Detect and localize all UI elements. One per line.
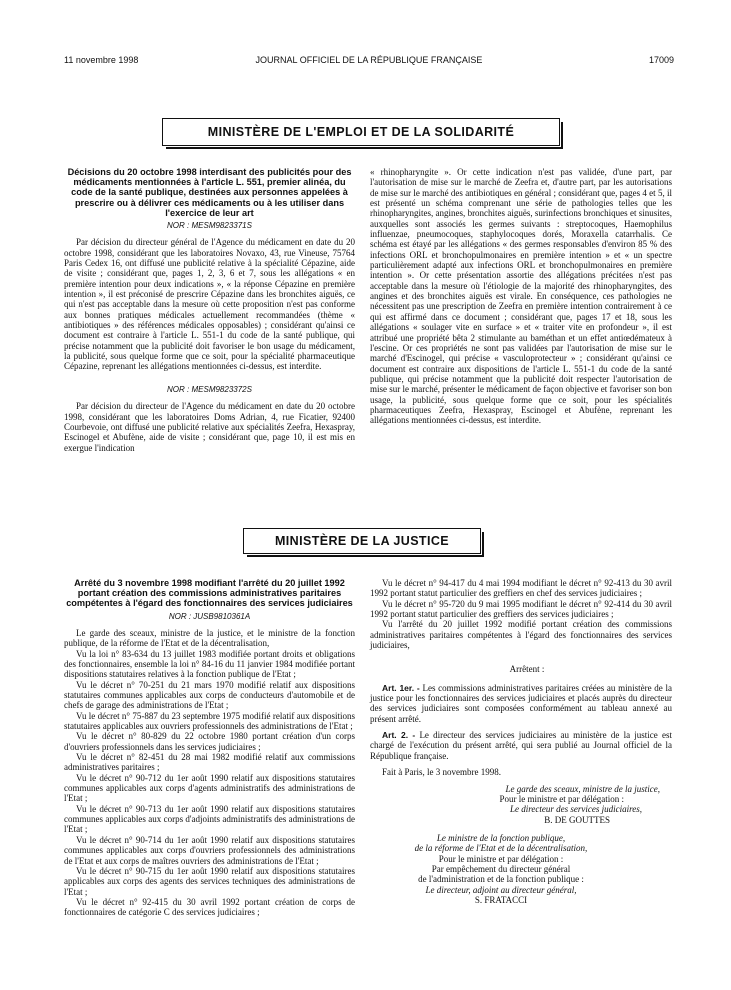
running-header bbox=[64, 55, 674, 69]
visa-paragraph: Vu le décret n° 82-451 du 28 mai 1982 modifié relatif aux commissions administratives paritaires ; bbox=[64, 752, 355, 773]
decision-paragraph-1: Par décision du directeur général de l'Agence du médicament en date du 20 octobre 1998, considérant que les laboratoires Novaxo, 43, rue Vineuse, 75764 Paris Cedex 16, ont diffusé une publicité relative à la spécialité Cépazine, aide de visite ; considérant que, pages 1, 2, 3, 6 et 7, sous les allégations « en première intention pour deux indications », « la réponse Cépazine en première intention », il est préconisé de prescrire Cépazine dans les bronchites aiguës, ce qui n'est pas acceptable dans la mesure où cette proposition n'est pas conforme aux bonnes pratiques médicales actuellement recommandées (thème « antibiotiques » des références médicales opposables) ; considérant qu'ainsi ce document est contraire à l'article L. 551-1 du code de la santé publique, qui précise notamment que la publicité doit favoriser le bon usage du médicament, la publicité, sous quelque forme que ce soit, pour la spécialité pharmaceutique Cépazine, reprenant les allégations mentionnées ci-dessus, est interdite. bbox=[64, 237, 355, 372]
arretent-heading: Arrêtent : bbox=[509, 664, 545, 675]
signature-line: Par empêchement du directeur général bbox=[431, 863, 571, 874]
arrete-title: Arrêté du 3 novembre 1998 modifiant l'arrêté du 20 juillet 1992 portant création des commissions administratives paritaires compétentes à l'égard des fonctionnaires des services judiciaires bbox=[66, 578, 353, 609]
signature-line: Le ministre de la fonction publique, bbox=[436, 832, 566, 843]
signature-line: de l'administration et de la fonction publique : bbox=[418, 874, 584, 885]
visa-paragraph: Vu le décret n° 80-829 du 22 octobre 1980 portant création d'un corps d'ouvriers professionnels dans les services judiciaires ; bbox=[64, 731, 355, 752]
nor-reference-1: NOR : MESM9823371S bbox=[167, 221, 252, 231]
visa-paragraph: Vu le décret n° 90-715 du 1er août 1990 relatif aux dispositions statutaires applicables aux corps des agents des services techniques des administrations de l'Etat ; bbox=[64, 865, 355, 897]
decision-title: Décisions du 20 octobre 1998 interdisant des publicités pour des médicaments mentionnées à l'article L. 551, premier alinéa, du code de la santé publique, destinées aux personnes appelées à prescrire ou à délivrer ces médicaments ou à les utiliser dans l'exercice de leur art bbox=[67, 167, 352, 218]
visa-paragraph: Vu l'arrêté du 20 juillet 1992 modifié portant création des commissions administratives paritaires compétentes à l'égard des fonctionnaires des services judiciaires, bbox=[370, 619, 672, 651]
visa-paragraph: Vu le décret n° 94-417 du 4 mai 1994 modifiant le décret n° 92-413 du 30 avril 1992 portant statut particulier des greffiers en chef des services judiciaires ; bbox=[370, 578, 672, 599]
signature-line: de la réforme de l'Etat et de la décentralisation, bbox=[414, 843, 588, 854]
ministry-banner-emploi: MINISTÈRE DE L'EMPLOI ET DE LA SOLIDARITÉ bbox=[162, 118, 560, 146]
decision-paragraph-2-continued: « rhinopharyngite ». Or cette indication n'est pas validée, d'une part, par l'autorisation de mise sur le marché de Zeefra et, d'autre part, par les autorisations de mise sur le marché des antibiotiques en général ; considérant que, pages 4 et 5, il est présenté un schéma comprenant une série de pathologies telles que les rhinopharyngites, angines, bronchites aiguës, surinfections bronchiques et sinusites, auxquelles sont associés les germes suivants : streptocoques, Haemophilus influenzae, pneumocoques, staphylocoques dorés, Moraxella catarrhalis. Ce schéma est étayé par les allégations « des germes responsables d'environ 85 % des infections ORL et bronchopulmonaires en première intention » et « un spectre particulièrement adapté aux infections ORL et bronchopulmonaires en première intention ». Or cette présentation assortie des allégations précitées n'est pas acceptable dans la mesure où l'étiologie de la majorité des rhinopharyngites, des angines et des bronchites aiguës est virale. En conséquence, ces pathologies ne nécessitent pas une prescription de Zeefra en première intention contrairement à ce qui est affirmé dans ce document ; considérant que, pages 17 et 18, sous les allégations « soulager vite en surface » et « traiter vite en profondeur », il est attribué une propriété bêta 2 stimulante au baméthan et un effet antiœdémateux à l'escine. Or ces propriétés ne sont pas validées par l'autorisation de mise sur le marché d'Escinogel, qui précise « vasculoprotecteur » ; considérant qu'ainsi ce document est contraire aux dispositions de l'article L. 551-1 du code de la santé publique, qui précise notamment que la publicité doit respecter l'autorisation de mise sur le marché, présenter le médicament de façon objective et favoriser son bon usage, la publicité, sous quelque forme que ce soit, pour les spécialités pharmaceutiques Zeefra, Hexaspray, Escinogel et Abufène, reprenant les allégations mentionnées ci-dessus, est interdite. bbox=[370, 167, 672, 426]
signature-block-fonction-publique bbox=[370, 833, 672, 905]
signature-line: Pour le ministre et par délégation : bbox=[499, 793, 624, 804]
section2-column-left bbox=[64, 578, 355, 918]
signature-name: S. FRATACCI bbox=[474, 894, 528, 905]
article-1-label: Art. 1er. - bbox=[382, 682, 420, 693]
header-page-number: 17009 bbox=[648, 55, 674, 65]
section1-column-left bbox=[64, 167, 355, 453]
visa-paragraph: Le garde des sceaux, ministre de la justice, et le ministre de la fonction publique, de la réforme de l'Etat et de la décentralisation, bbox=[64, 627, 355, 649]
decision-paragraph-2: Par décision du directeur de l'Agence du médicament en date du 20 octobre 1998, considérant que les laboratoires Doms Adrian, 4, rue Ficatier, 92400 Courbevoie, ont diffusé une publicité relative aux spécialités Zeefra, Hexaspray, Escinogel et Abufène, aide de visite ; considérant que, page 10, il est mis en exergue l'indication bbox=[64, 401, 355, 453]
done-at-paris: Fait à Paris, le 3 novembre 1998. bbox=[382, 767, 501, 778]
signature-line: Pour le ministre et par délégation : bbox=[438, 853, 564, 864]
signature-line: Le directeur, adjoint au directeur général, bbox=[425, 884, 577, 895]
nor-reference-3: NOR : JUSB9810361A bbox=[168, 611, 251, 621]
header-journal-title: JOURNAL OFFICIEL DE LA RÉPUBLIQUE FRANÇAISE bbox=[255, 55, 483, 65]
signature-name: B. DE GOUTTES bbox=[544, 814, 610, 825]
signature-block-justice bbox=[370, 784, 672, 825]
visa-paragraph: Vu le décret n° 70-251 du 21 mars 1970 modifié relatif aux dispositions statutaires communes applicables aux corps de conducteurs d'automobile et de chefs de garage des administrations de l'Etat ; bbox=[64, 679, 355, 711]
header-date: 11 novembre 1998 bbox=[64, 55, 139, 65]
ministry-banner-justice: MINISTÈRE DE LA JUSTICE bbox=[243, 528, 481, 554]
nor-reference-2: NOR : MESM9823372S bbox=[167, 384, 252, 394]
visa-paragraph: Vu la loi n° 83-634 du 13 juillet 1983 modifiée portant droits et obligations des fonctionnaires, ensemble la loi n° 84-16 du 11 janvier 1984 modifiée portant dispositions statutaires relatives à la fonction publique de l'Etat ; bbox=[64, 648, 355, 680]
visa-paragraph: Vu le décret n° 92-415 du 30 avril 1992 portant création de corps de fonctionnaires de catégorie C des services judiciaires ; bbox=[64, 896, 355, 918]
article-2-label: Art. 2. - bbox=[382, 730, 416, 741]
section2-column-right bbox=[370, 578, 672, 905]
article-1-text: Les commissions administratives paritaires créées au ministère de la justice pour les fonctionnaires des services judiciaires et placés auprès du directeur des services judiciaires sont composées conformément au tableau annexé au présent arrêté. bbox=[370, 682, 672, 724]
visa-paragraph: Vu le décret n° 95-720 du 9 mai 1995 modifiant le décret n° 92-414 du 30 avril 1992 portant statut particulier des greffiers des services judiciaires ; bbox=[370, 598, 672, 620]
signature-line: Le garde des sceaux, ministre de la justice, bbox=[505, 783, 660, 794]
signature-line: Le directeur des services judiciaires, bbox=[509, 804, 642, 815]
article-1 bbox=[370, 683, 672, 724]
visa-paragraph: Vu le décret n° 90-712 du 1er août 1990 relatif aux dispositions statutaires communes applicables aux corps d'agents administratifs des administrations de l'Etat ; bbox=[64, 772, 355, 804]
article-2-text: Le directeur des services judiciaires au ministère de la justice est chargé de l'exécution du présent arrêté, qui sera publié au Journal officiel de la République française. bbox=[370, 730, 673, 761]
section1-column-right bbox=[370, 167, 672, 426]
visa-paragraph: Vu le décret n° 90-714 du 1er août 1990 relatif aux dispositions statutaires communes applicables aux corps d'ouvriers professionnels des administrations de l'Etat et aux corps de maîtres ouvriers des administrations de l'Etat ; bbox=[64, 834, 355, 866]
article-2 bbox=[370, 730, 672, 761]
visa-paragraph: Vu le décret n° 75-887 du 23 septembre 1975 modifié relatif aux dispositions statutaires applicables aux ouvriers professionnels des administrations de l'Etat ; bbox=[64, 710, 355, 732]
visa-paragraph: Vu le décret n° 90-713 du 1er août 1990 relatif aux dispositions statutaires communes applicables aux corps d'adjoints administratifs des administrations de l'Etat ; bbox=[64, 803, 355, 835]
